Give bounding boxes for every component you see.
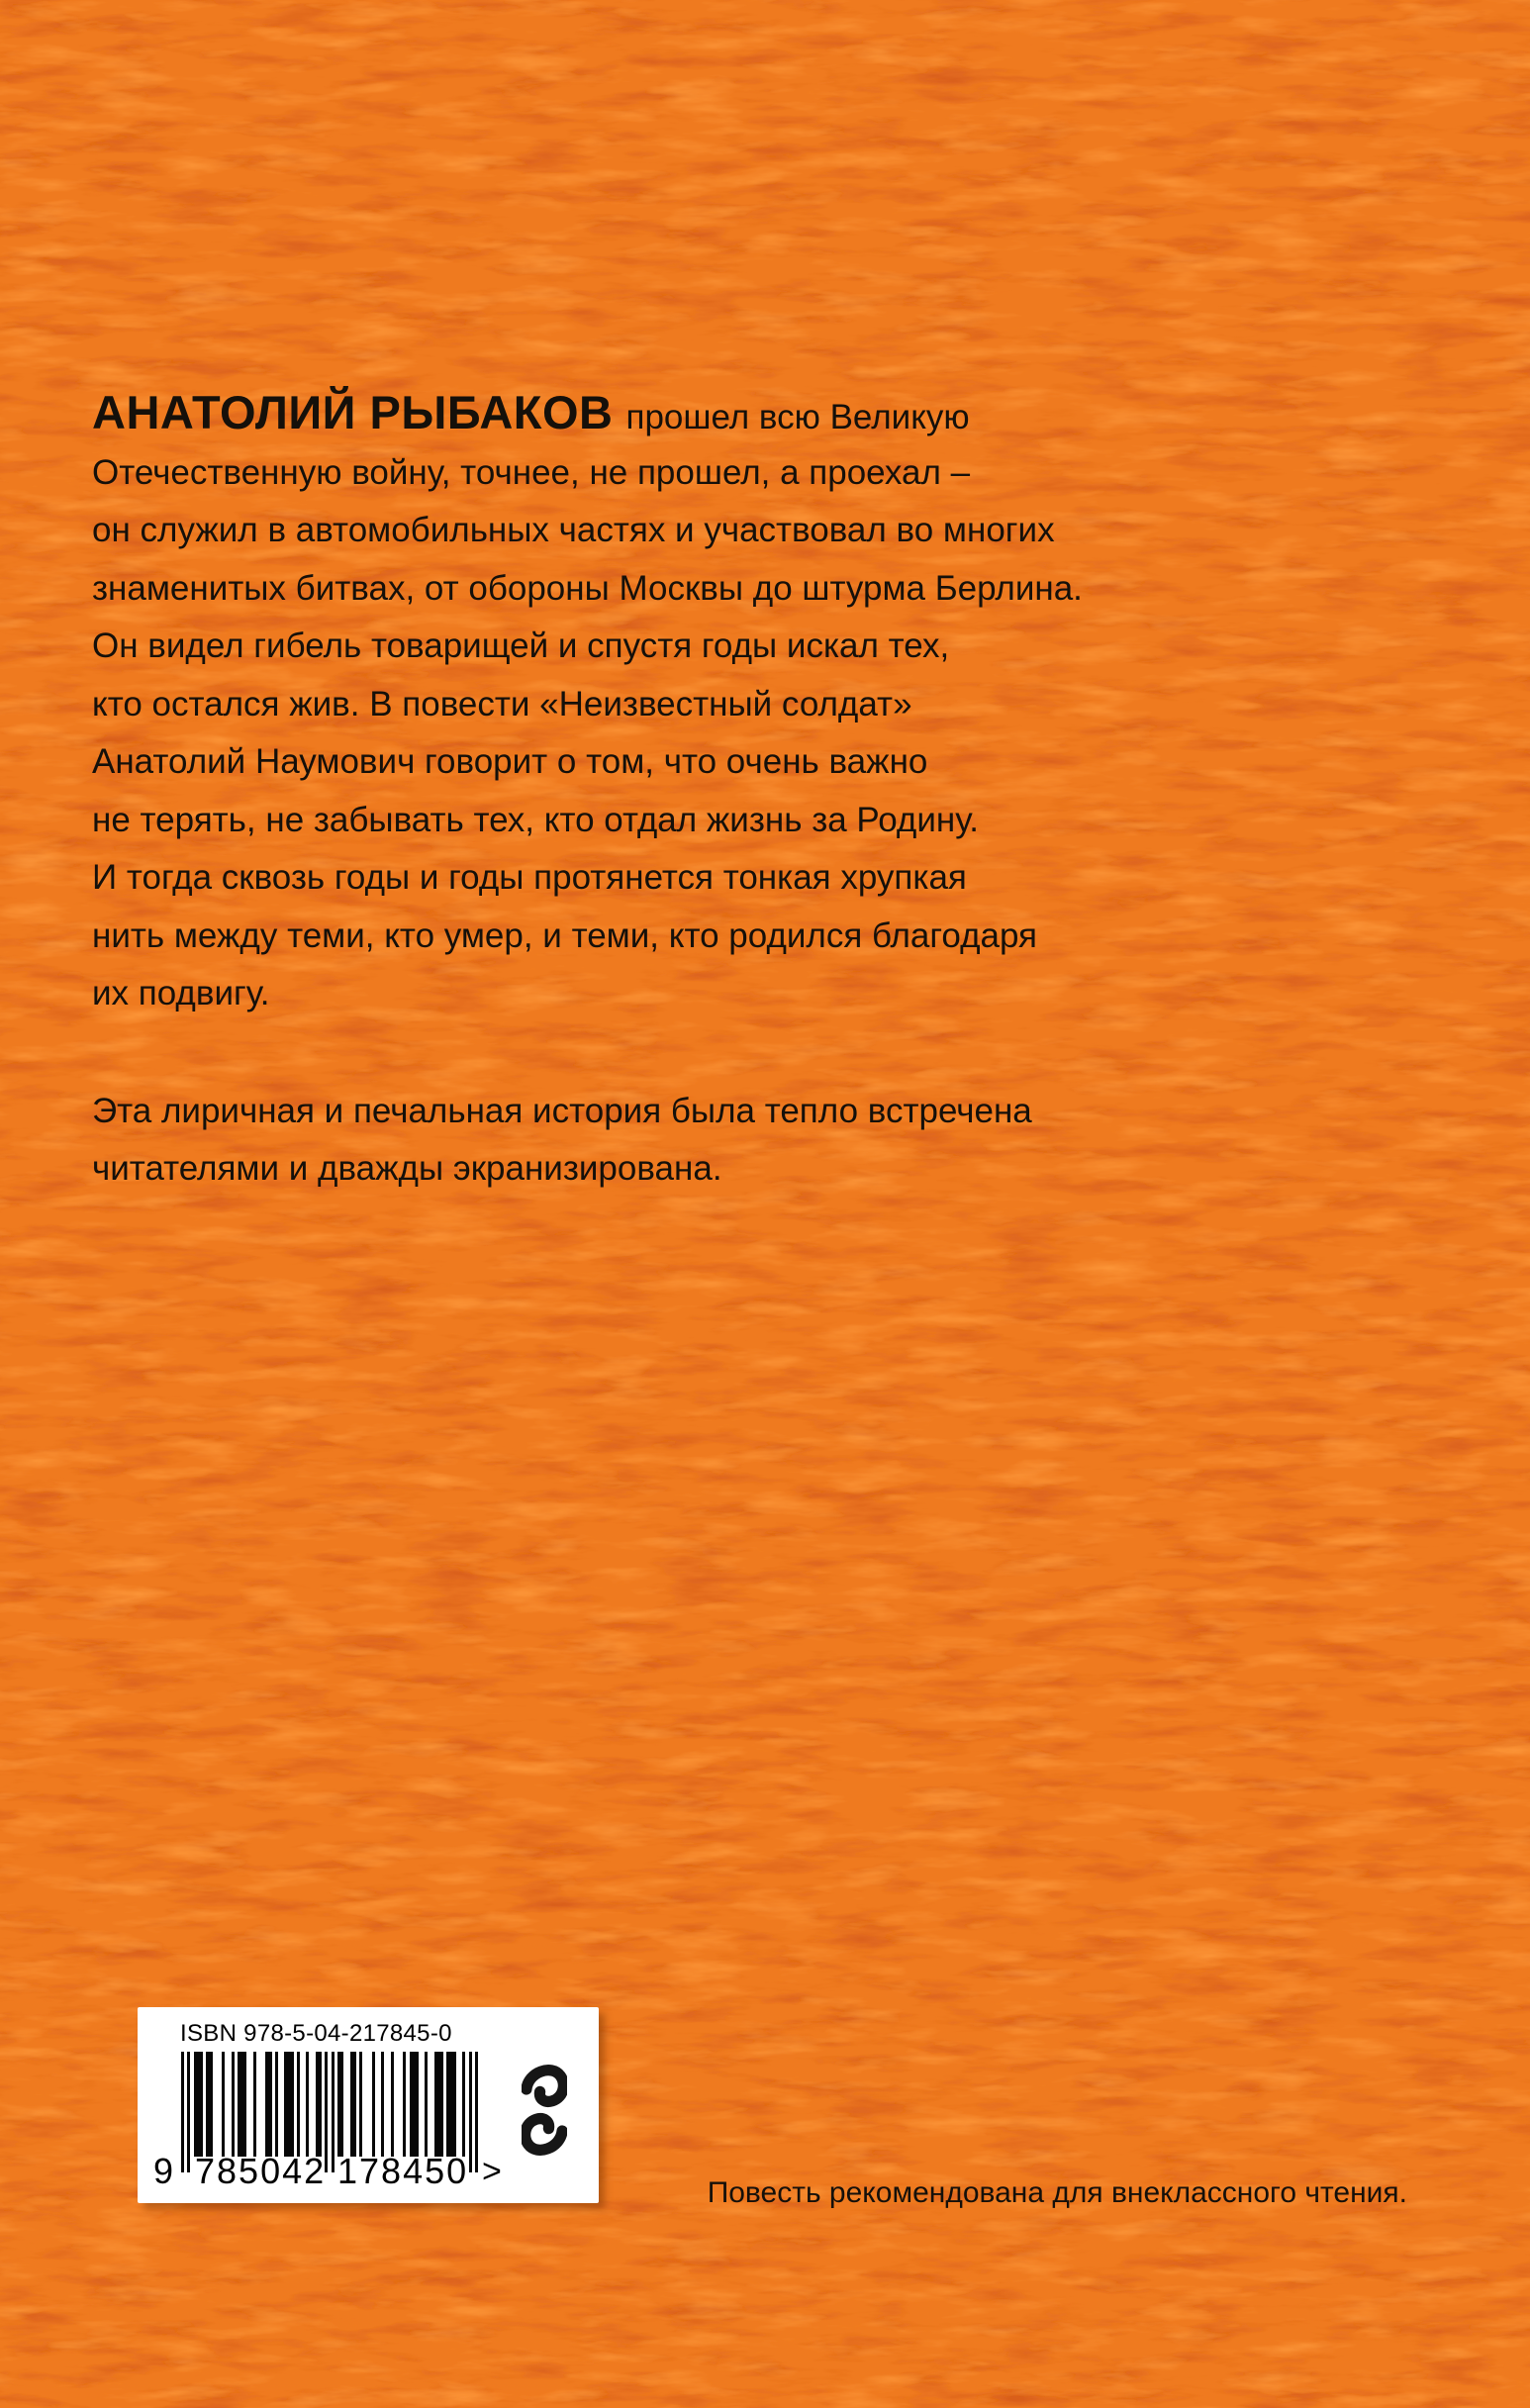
- barcode-bar: [350, 2052, 356, 2157]
- barcode-bar: [194, 2052, 203, 2157]
- annotation-line: кто остался жив. В повести «Неизвестный солдат»: [92, 684, 912, 723]
- barcode-bar: [316, 2052, 322, 2157]
- annotation-line: не терять, не забывать тех, кто отдал жизнь за Родину.: [92, 800, 979, 839]
- barcode-bar: [232, 2052, 235, 2157]
- barcode-bar: [275, 2052, 278, 2157]
- author-name: АНАТОЛИЙ РЫБАКОВ: [92, 386, 614, 438]
- annotation-line: он служил в автомобильных частях и участвовал во многих: [92, 511, 1055, 549]
- annotation-line: их подвигу.: [92, 974, 270, 1012]
- barcode-bar: [403, 2052, 406, 2157]
- barcode-bar: [222, 2052, 225, 2157]
- annotation-line: нить между теми, кто умер, и теми, кто родился благодаря: [92, 915, 1037, 955]
- annotation-line: Эта лиричная и печальная история была тепло встречена: [92, 1091, 1032, 1130]
- barcode-digit-prefix: 9: [153, 2151, 174, 2191]
- annotation-line: Анатолий Наумович говорит о том, что очень важно: [92, 742, 928, 781]
- barcode-bar: [381, 2052, 384, 2157]
- footer-note: Повесть рекомендована для внеклассного чтения.: [707, 2176, 1407, 2209]
- barcode-bar: [284, 2052, 293, 2157]
- barcode-bar: [206, 2052, 212, 2157]
- barcode-digits: [138, 2151, 599, 2193]
- annotation-line: [92, 382, 1379, 444]
- annotation-text-block: [92, 382, 1379, 1199]
- barcode-bar: [372, 2052, 375, 2157]
- annotation-line: Он видел гибель товарищей и спустя годы искал тех,: [92, 626, 950, 665]
- annotation-line-text: прошел всю Великую: [625, 398, 970, 436]
- barcode-bar: [306, 2052, 309, 2157]
- barcode-bar: [337, 2052, 343, 2157]
- barcode-bar: [462, 2052, 465, 2157]
- barcode-bar: [359, 2052, 362, 2157]
- eksmo-publisher-logo-icon: [522, 2063, 567, 2158]
- barcode-digits-group-1: 785042: [195, 2151, 327, 2191]
- barcode-bar: [446, 2052, 455, 2157]
- barcode-bar: [410, 2052, 419, 2157]
- annotation-line: И тогда сквозь годы и годы протянется тонкая хрупкая: [92, 858, 967, 897]
- barcode-bar: [265, 2052, 271, 2157]
- barcode-bar: [238, 2052, 246, 2157]
- annotation-line: знаменитых битвах, от обороны Москвы до штурма Берлина.: [92, 568, 1083, 608]
- barcode-bar: [425, 2052, 428, 2157]
- annotation-paragraph-2: [92, 1083, 1379, 1199]
- isbn-barcode-panel: [138, 2007, 599, 2203]
- barcode-digits-group-2: 178450: [337, 2151, 469, 2191]
- barcode-bar: [297, 2052, 300, 2157]
- barcode-bar: [391, 2052, 394, 2157]
- barcode-bar: [434, 2052, 443, 2157]
- barcode-bar: [253, 2052, 256, 2157]
- annotation-line: Отечественную войну, точнее, не прошел, а проехал –: [92, 452, 971, 492]
- annotation-line: читателями и дважды экранизирована.: [92, 1149, 722, 1188]
- isbn-label: ISBN 978-5-04-217845-0: [180, 2020, 452, 2047]
- barcode-trailing-char: >: [482, 2153, 502, 2190]
